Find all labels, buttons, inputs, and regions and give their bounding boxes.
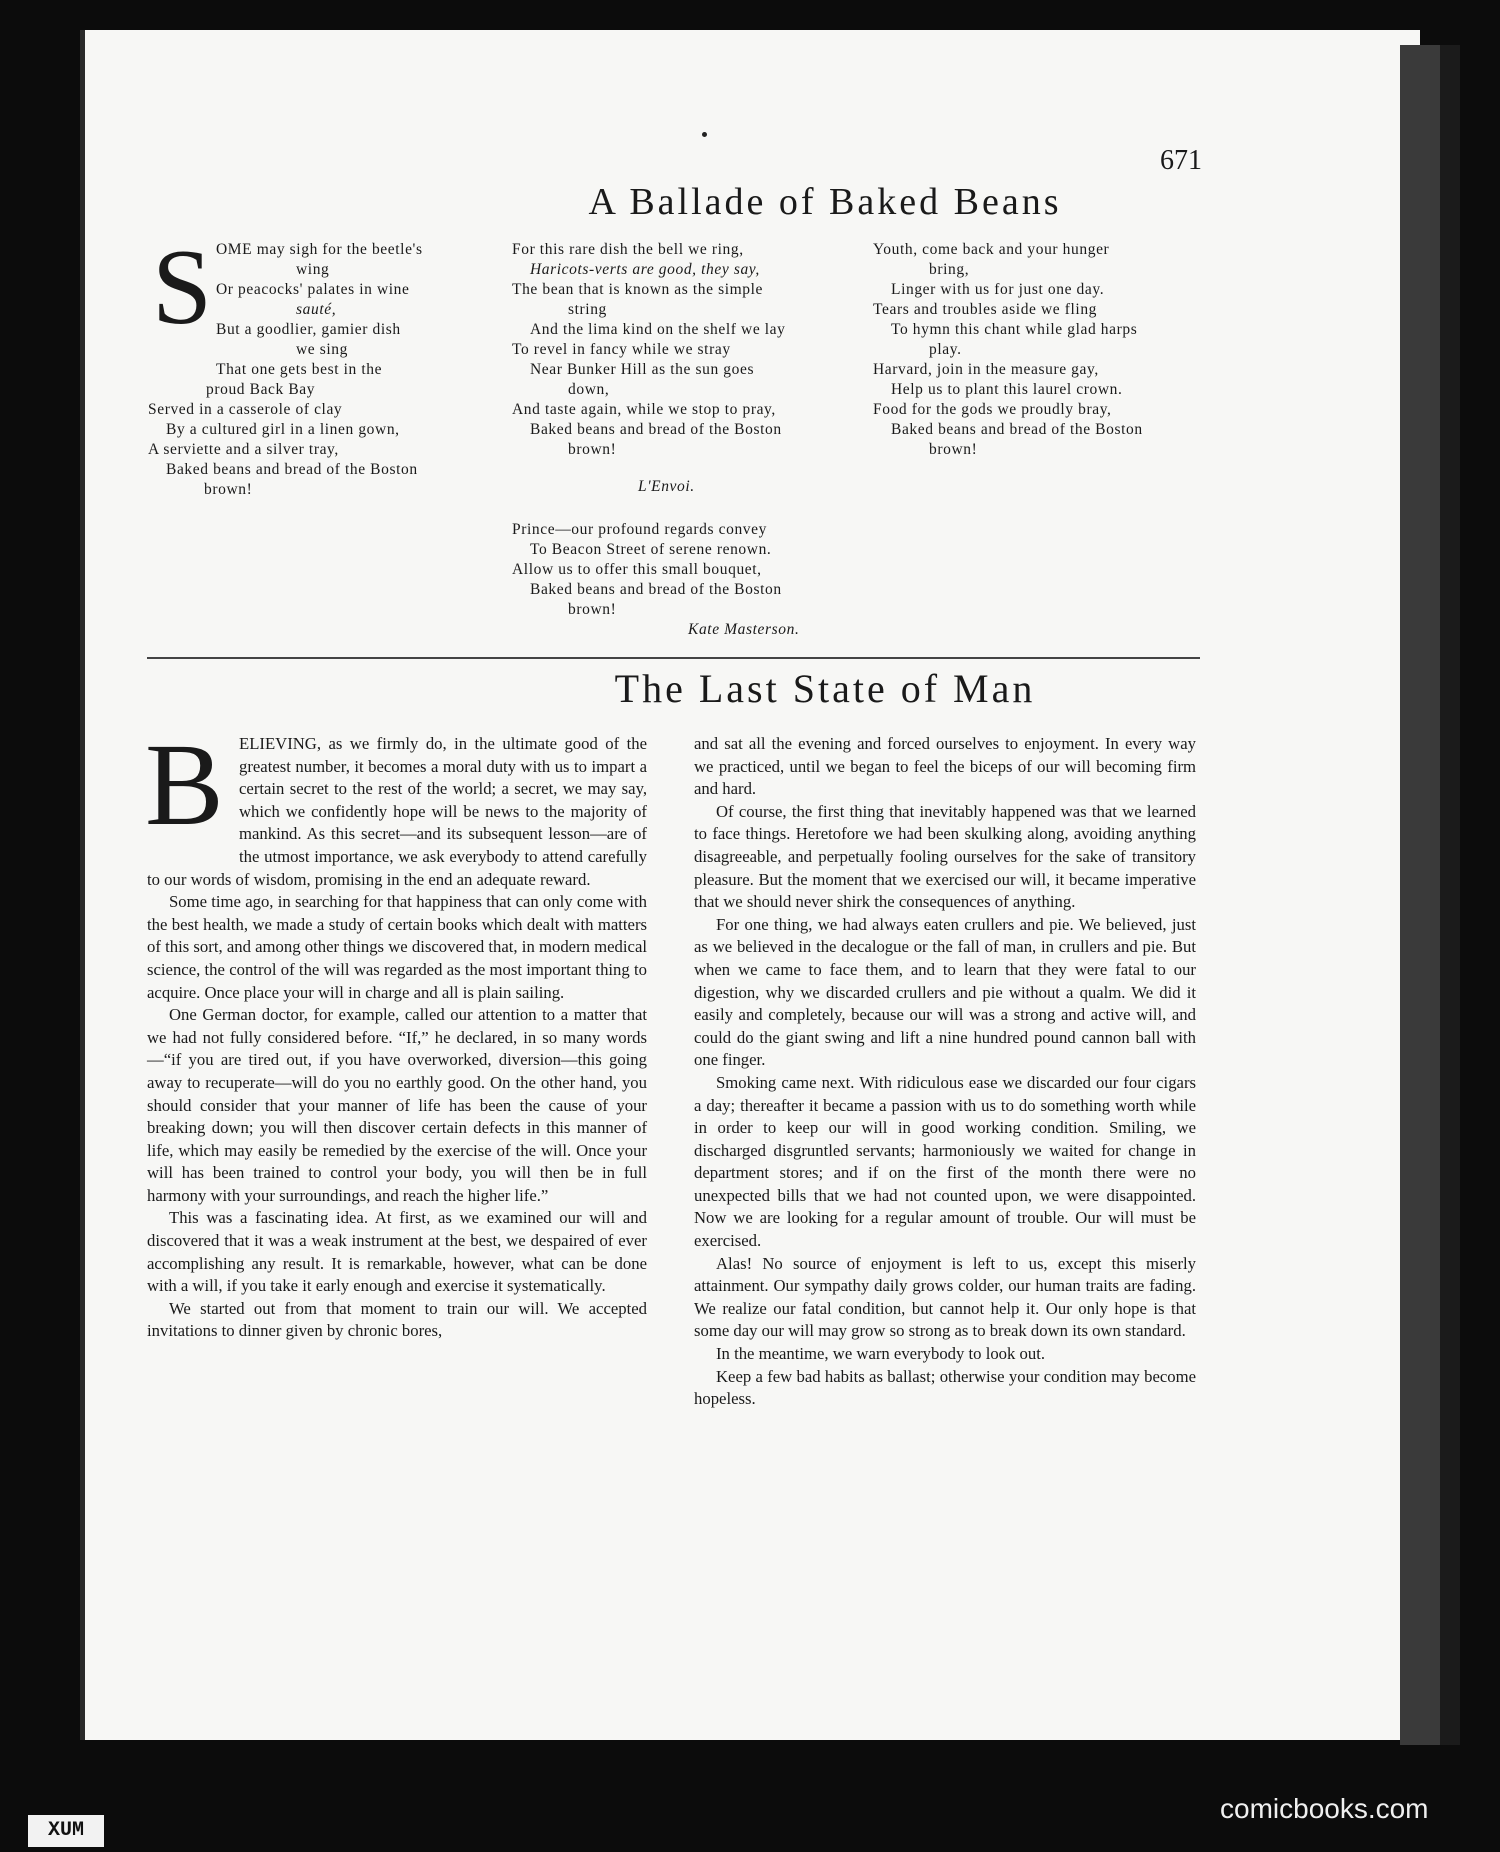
essay-paragraph: In the meantime, we warn everybody to look out. (716, 1344, 1046, 1364)
poem-line: OME may sigh for the beetle's (216, 241, 423, 258)
poem-line: sauté, (296, 301, 337, 318)
poem-drop-cap: S (152, 228, 213, 347)
poem-column-1 (148, 228, 483, 500)
poem-line: A serviette and a silver tray, (148, 441, 339, 458)
poem-line: Youth, come back and your hunger (873, 241, 1110, 258)
poem-line: To revel in fancy while we stray (512, 341, 731, 358)
poem-line: Baked beans and bread of the Boston (166, 461, 418, 478)
poem-line: Served in a casserole of clay (148, 401, 343, 418)
essay-column-left (147, 733, 647, 1343)
poem-line: brown! (568, 441, 617, 458)
poem-line: And the lima kind on the shelf we lay (530, 321, 786, 338)
essay-paragraph: and sat all the evening and forced ourselves to enjoyment. In every way we practiced, until we began to feel the biceps of our will becoming firm and hard. (694, 734, 1196, 799)
poem-line: Haricots-verts are good, they say, (530, 261, 760, 278)
poem-line: bring, (929, 261, 970, 278)
poem-line: But a goodlier, gamier dish (216, 321, 401, 338)
essay-title: The Last State of Man (614, 666, 1036, 711)
poem-line: string (568, 301, 607, 318)
essay-column-right (694, 733, 1196, 1411)
section-divider (147, 657, 1200, 659)
poem-line: Or peacocks' palates in wine (216, 281, 410, 298)
site-watermark: comicbooks.com (1220, 1793, 1429, 1824)
essay-paragraph: One German doctor, for example, called our attention to a matter that we had not fully considered before. “If,” he declared, in so many words—“if you are tired out, if you have overworked, diversion—this going away to recuperate—will do you no earthly good. On the other hand, you should consider that your manner of life has been the cause of your breaking down; you will then discover certain defects in this manner of life, which may easily be remedied by the exercise of the will. Once your will has been trained to control your body, you will then be in full harmony with your surroundings, and reach the higher life.” (147, 1005, 647, 1205)
poem-line: Food for the gods we proudly bray, (873, 401, 1112, 418)
print-speck (702, 132, 707, 137)
poem-line: Tears and troubles aside we fling (873, 301, 1098, 318)
poem-line: Allow us to offer this small bouquet, (512, 561, 762, 578)
essay-paragraph: Some time ago, in searching for that happiness that can only come with the best health, we made a study of certain books which dealt with matters of this sort, and among other things we discovered that, in modern medical science, the control of the will was regarded as the most important thing to acquire. Once place your will in charge and all is plain sailing. (147, 892, 647, 1002)
poem-line: Near Bunker Hill as the sun goes (530, 361, 755, 378)
essay-paragraph: For one thing, we had always eaten crullers and pie. We believed, just as we believed in the decalogue or the fall of man, in crullers and pie. But when we came to face them, and to learn that they were fatal to our digestion, why we discarded crullers and pie without a qualm. We did it easily and completely, because our will was a strong and active will, and could do the giant swing and lift a nine hundred pound cannon ball with one finger. (694, 914, 1196, 1070)
scan-left-border (0, 0, 80, 1852)
poem-line: proud Back Bay (206, 381, 316, 398)
poem-line: Linger with us for just one day. (891, 281, 1105, 298)
page-gutter (80, 30, 85, 1740)
poem-line: Harvard, join in the measure gay, (873, 361, 1099, 378)
poem-column-3 (873, 240, 1203, 460)
corner-label: XUM (28, 1815, 104, 1847)
scan-right-edge (1400, 45, 1440, 1745)
poem-line: That one gets best in the (216, 361, 383, 378)
poem-line: Baked beans and bread of the Boston (530, 581, 782, 598)
poem-line: Prince—our profound regards convey (512, 521, 767, 538)
poem-line: Help us to plant this laurel crown. (891, 381, 1123, 398)
essay-paragraph: Of course, the first thing that inevitably happened was that we learned to face things. Heretofore we had been skulking along, avoiding anything disagreeable, and perpetually fooling ourselves for the sake of transitory pleasure. But the moment that we exercised our will, it became imperative that we should never shirk the consequences of anything. (694, 801, 1196, 912)
poem-line: By a cultured girl in a linen gown, (166, 421, 400, 438)
poem-line: brown! (204, 481, 253, 498)
essay-paragraph: Keep a few bad habits as ballast; otherwise your condition may become hopeless. (694, 1366, 1196, 1409)
poem-line: And taste again, while we stop to pray, (512, 401, 776, 418)
poem-line: The bean that is known as the simple (512, 281, 764, 298)
essay-paragraph: ELIEVING, as we firmly do, in the ultimate good of the greatest number, it becomes a moral duty with us to impart a certain secret to the rest of the world; a secret, we may say, which we confidently hope will be news to the majority of mankind. As this secret—and its subsequent lesson—are of the utmost importance, we ask everybody to attend carefully to our words of wisdom, promising in the end an adequate reward. (147, 734, 647, 889)
poem-line: To hymn this chant while glad harps (891, 321, 1138, 338)
envoi-heading: L'Envoi. (638, 478, 695, 495)
poem-column-2 (512, 240, 842, 460)
envoi-stanza (512, 520, 842, 620)
poem-line: To Beacon Street of serene renown. (530, 541, 772, 558)
poem-line: brown! (568, 601, 617, 618)
essay-paragraph: Smoking came next. With ridiculous ease we discarded our four cigars a day; thereafter it became a passion with us to do something worth while in order to keep our will in good working condition. Smiling, we discharged disgruntled servants; harmoniously we waited for change in department stores; and if on the first of the month there were no unexpected bills that we had not counted upon, we were disappointed. Now we are looking for a regular amount of trouble. Our will must be exercised. (694, 1072, 1196, 1251)
essay-paragraph: We started out from that moment to train our will. We accepted invitations to dinner given by chronic bores, (147, 1298, 647, 1341)
poem-line: For this rare dish the bell we ring, (512, 241, 744, 258)
poem-title: A Ballade of Baked Beans (588, 181, 1062, 223)
poem-line: we sing (296, 341, 348, 358)
page-number: 671 (1160, 145, 1202, 176)
scan-right-edge-dark (1440, 45, 1460, 1745)
poem-line: Baked beans and bread of the Boston (891, 421, 1143, 438)
poem-line: brown! (929, 441, 978, 458)
essay-paragraph: This was a fascinating idea. At first, as we examined our will and discovered that it was a weak instrument at the best, we despaired of ever accomplishing any result. It is remarkable, however, what can be done with a will, if you take it early enough and exercise it systematically. (147, 1208, 647, 1296)
poem-line: Baked beans and bread of the Boston (530, 421, 782, 438)
essay-paragraph: Alas! No source of enjoyment is left to us, except this miserly attainment. Our sympathy daily grows colder, our human traits are fading. We realize our fatal condition, but cannot help it. Our only hope is that some day our will may grow so strong as to break down its own standard. (694, 1253, 1196, 1341)
poem-line: wing (296, 261, 330, 278)
poem-line: down, (568, 381, 610, 398)
poem-author: Kate Masterson. (688, 621, 800, 638)
essay-drop-cap: B (145, 719, 224, 850)
poem-line: play. (929, 341, 962, 358)
